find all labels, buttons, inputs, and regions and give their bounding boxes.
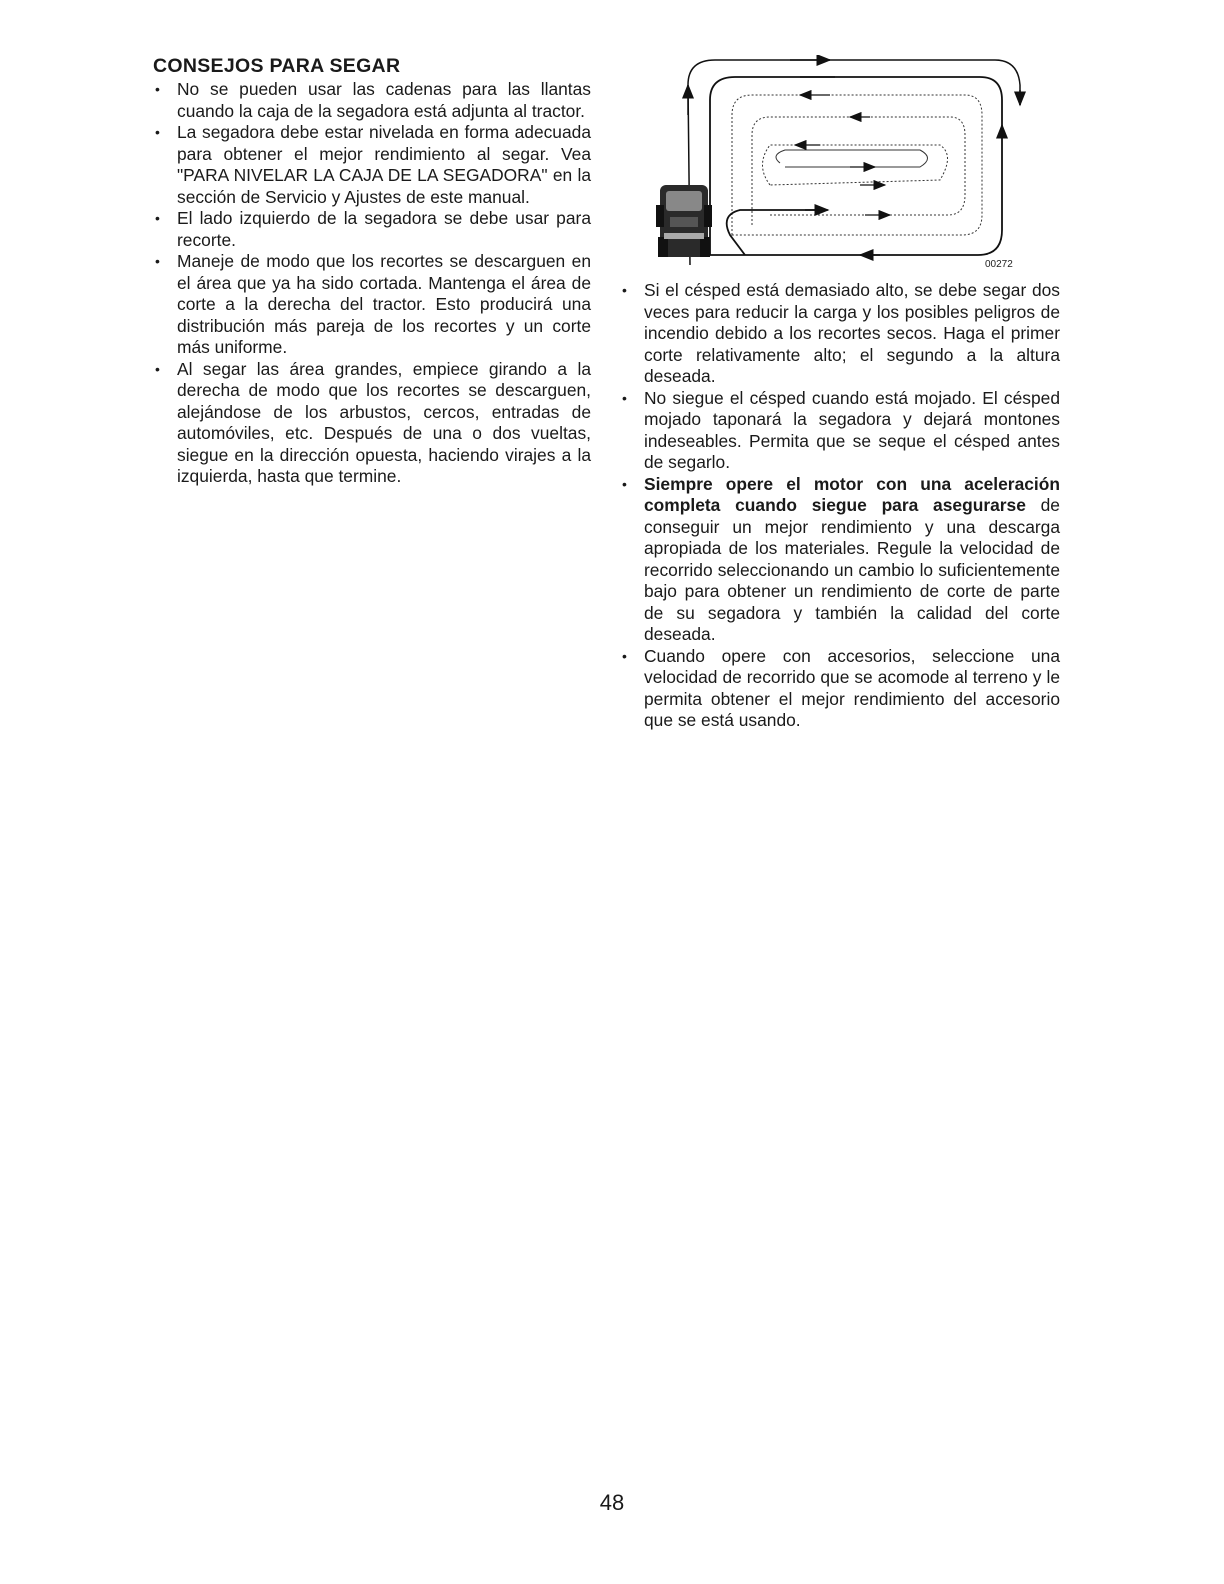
list-item — [153, 79, 591, 122]
bullet: • — [622, 475, 627, 492]
tip-text: Al segar las área grandes, empiece girando a la derecha de modo que los recortes se descarguen, alejándose de los arbustos, cercos, entradas de automóviles, etc. Después de una o dos vueltas, siegue en la dirección opuesta, haciendo virajes a la izquierda, hasta que termine. — [177, 358, 591, 486]
list-item — [153, 208, 591, 251]
tip-text: Si el césped está demasiado alto, se debe segar dos veces para reducir la carga y los posibles peligros de incendio debido a los recortes secos. Haga el primer corte relativamente alto; el segundo a la altura deseada. — [644, 280, 1060, 386]
list-item — [620, 646, 1060, 732]
list-item — [620, 474, 1060, 646]
figure-code: 00272 — [985, 259, 1013, 270]
bullet: • — [155, 81, 160, 97]
bullet: • — [622, 282, 627, 298]
list-item — [153, 359, 591, 488]
bullet: • — [155, 253, 160, 269]
inner-loop-dotted-3 — [763, 145, 948, 185]
list-item — [620, 388, 1060, 474]
inner-loop-dotted-1 — [732, 95, 982, 235]
tip-text: Maneje de modo que los recortes se descarguen en el área que ya ha sido cortada. Mantenga el área de corte a la derecha del tractor. Esto producirá una distribución más pareja de los recortes y un corte más uniforme. — [177, 251, 591, 357]
tip-text: El lado izquierdo de la segadora se debe usar para recorte. — [177, 208, 591, 250]
mowing-tips-list-right — [620, 280, 1060, 732]
mowing-pattern-figure — [620, 55, 1060, 270]
tip-text: Cuando opere con accesorios, seleccione una velocidad de recorrido que se acomode al terreno y le permita obtener el mejor rendimiento del accesorio que se está usando. — [644, 645, 1060, 730]
inner-loop-dotted-4 — [776, 150, 928, 167]
tip-text: La segadora debe estar nivelada en forma adecuada para obtener el mejor rendimiento al segar. Vea "PARA NIVELAR LA CAJA DE LA SEGADORA" en la sección de Servicio y Ajustes de este manual. — [177, 122, 591, 207]
outer-loop-path — [688, 60, 1020, 265]
right-column — [620, 55, 1060, 732]
section-title: CONSEJOS PARA SEGAR — [153, 55, 401, 77]
bullet: • — [622, 389, 627, 406]
bullet: • — [622, 647, 627, 664]
bullet: • — [155, 360, 160, 377]
tip-text: No siegue el césped cuando está mojado. El césped mojado taponará la segadora y dejará montones indeseables. Permita que se seque el césped antes de segarlo. — [644, 387, 1060, 472]
second-loop-path — [710, 77, 1002, 255]
tractor-icon — [656, 185, 712, 257]
bullet: • — [155, 210, 160, 226]
mowing-pattern-diagram — [620, 55, 1060, 270]
bullet: • — [155, 124, 160, 140]
list-item — [620, 280, 1060, 388]
tip-text: de conseguir un mejor rendimiento y una descarga apropiada de los materiales. Regule la velocidad de recorrido seleccionando un cambio lo suficientemente bajo para obtener un rendimiento de corte de parte de su segadora y también la calidad del corte deseada. — [644, 495, 1060, 644]
tip-text: No se pueden usar las cadenas para las llantas cuando la caja de la segadora está adjunta al tractor. — [177, 79, 591, 121]
list-item — [153, 251, 591, 359]
mowing-tips-list — [153, 79, 591, 488]
page-number: 48 — [599, 1490, 625, 1515]
start-lane-path — [727, 210, 825, 255]
left-column — [153, 55, 591, 488]
list-item — [153, 122, 591, 208]
tip-text-bold: Siempre opere el motor con una aceleración completa cuando siegue para asegurarse — [644, 473, 1060, 515]
inner-loop-dotted-2 — [752, 117, 965, 225]
